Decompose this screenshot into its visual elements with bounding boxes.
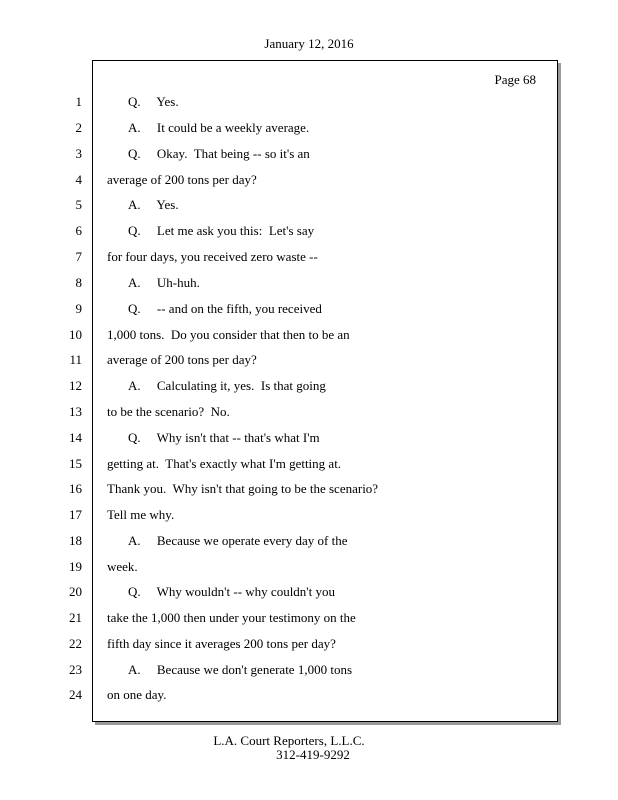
line-number: 13 bbox=[69, 404, 82, 419]
line-text: A. It could be a weekly average. bbox=[128, 120, 310, 135]
line-text: Thank you. Why isn't that going to be the scenario? bbox=[107, 481, 379, 496]
line-number: 3 bbox=[75, 146, 82, 161]
line-text: Q. Yes. bbox=[128, 94, 179, 109]
footer-phone: 312-419-9292 bbox=[276, 747, 350, 762]
line-number: 14 bbox=[69, 430, 82, 445]
transcript-date: January 12, 2016 bbox=[264, 36, 354, 51]
line-text: A. Because we don't generate 1,000 tons bbox=[128, 662, 353, 677]
line-text: A. Yes. bbox=[128, 197, 179, 212]
line-text: A. Uh-huh. bbox=[128, 275, 200, 290]
line-text: Q. Why wouldn't -- why couldn't you bbox=[128, 584, 336, 599]
line-number: 9 bbox=[75, 301, 82, 316]
line-text: Q. Why isn't that -- that's what I'm bbox=[128, 430, 320, 445]
line-number: 19 bbox=[69, 559, 82, 574]
line-number: 22 bbox=[69, 636, 82, 651]
line-number: 21 bbox=[69, 610, 82, 625]
line-text: A. Calculating it, yes. Is that going bbox=[128, 378, 326, 393]
line-text: take the 1,000 then under your testimony on the bbox=[107, 610, 356, 625]
line-number: 17 bbox=[69, 507, 82, 522]
line-text: getting at. That's exactly what I'm getting at. bbox=[107, 456, 342, 471]
line-number: 8 bbox=[75, 275, 82, 290]
line-text: A. Because we operate every day of the bbox=[128, 533, 348, 548]
line-text: to be the scenario? No. bbox=[107, 404, 230, 419]
footer-company: L.A. Court Reporters, L.L.C. bbox=[213, 733, 365, 748]
line-text: Q. Okay. That being -- so it's an bbox=[128, 146, 310, 161]
line-number: 15 bbox=[69, 456, 82, 471]
line-number: 4 bbox=[75, 172, 82, 187]
line-text: Tell me why. bbox=[107, 507, 175, 522]
line-text: week. bbox=[107, 559, 138, 574]
line-text: fifth day since it averages 200 tons per day? bbox=[107, 636, 336, 651]
line-text: average of 200 tons per day? bbox=[107, 352, 257, 367]
line-text: average of 200 tons per day? bbox=[107, 172, 257, 187]
line-text: for four days, you received zero waste -- bbox=[107, 249, 318, 264]
line-number: 5 bbox=[75, 197, 82, 212]
line-text: Q. Let me ask you this: Let's say bbox=[128, 223, 315, 238]
line-number: 1 bbox=[75, 94, 82, 109]
line-number: 12 bbox=[69, 378, 82, 393]
line-number: 11 bbox=[69, 352, 82, 367]
line-number: 20 bbox=[69, 584, 82, 599]
page-number: Page 68 bbox=[494, 72, 536, 87]
line-text: 1,000 tons. Do you consider that then to be an bbox=[107, 327, 350, 342]
line-text: Q. -- and on the fifth, you received bbox=[128, 301, 322, 316]
line-number: 18 bbox=[69, 533, 82, 548]
line-text: on one day. bbox=[107, 687, 167, 702]
line-number: 10 bbox=[69, 327, 82, 342]
line-number: 24 bbox=[69, 687, 82, 702]
line-number: 23 bbox=[69, 662, 82, 677]
line-number: 7 bbox=[75, 249, 82, 264]
line-number: 2 bbox=[75, 120, 82, 135]
line-number: 6 bbox=[75, 223, 82, 238]
line-number: 16 bbox=[69, 481, 82, 496]
